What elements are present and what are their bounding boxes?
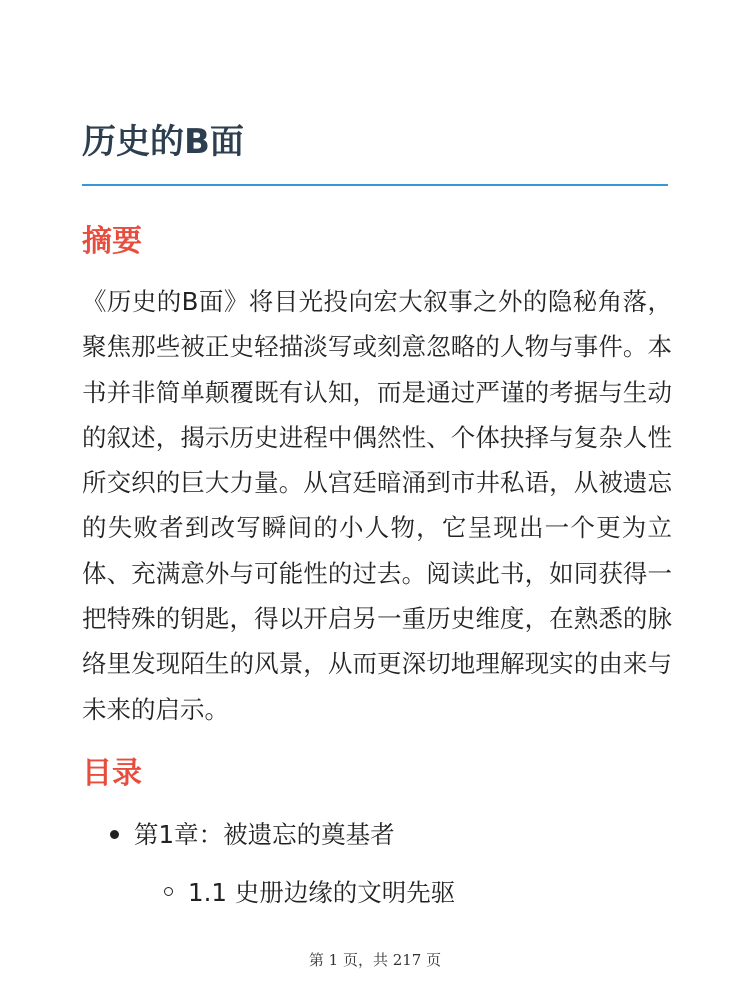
toc-heading: 目录 xyxy=(82,756,142,791)
page-number-footer: 第 1 页，共 217 页 xyxy=(308,951,442,969)
toc-chapter-item[interactable]: 第1章：被遗忘的奠基者 xyxy=(134,820,395,849)
abstract-paragraph: 《历史的B面》将目光投向宏大叙事之外的隐秘角落，聚焦那些被正史轻描淡写或刻意忽略的人物与事件。本书并非简单颠覆既有认知，而是通过严谨的考据与生动的叙述，揭示历史进程中偶然性、个体抉择与复杂人性所交织的巨大力量。从宫廷暗涌到市井私语，从被遗忘的失败者到改写瞬间的小人物，它呈现出一个更为立体、充满意外与可能性的过去。阅读此书，如同获得一把特殊的钥匙，得以开启另一重历史维度，在熟悉的脉络里发现陌生的风景，从而更深切地理解现实的由来与未来的启示。 xyxy=(82,287,672,724)
book-title: 历史的B面 xyxy=(82,122,244,162)
abstract-heading: 摘要 xyxy=(82,224,142,259)
bullet-circle-icon xyxy=(164,887,173,896)
bullet-disc-icon xyxy=(110,830,119,839)
title-divider xyxy=(82,184,668,186)
toc-section-item[interactable]: 1.1 史册边缘的文明先驱 xyxy=(188,878,456,907)
